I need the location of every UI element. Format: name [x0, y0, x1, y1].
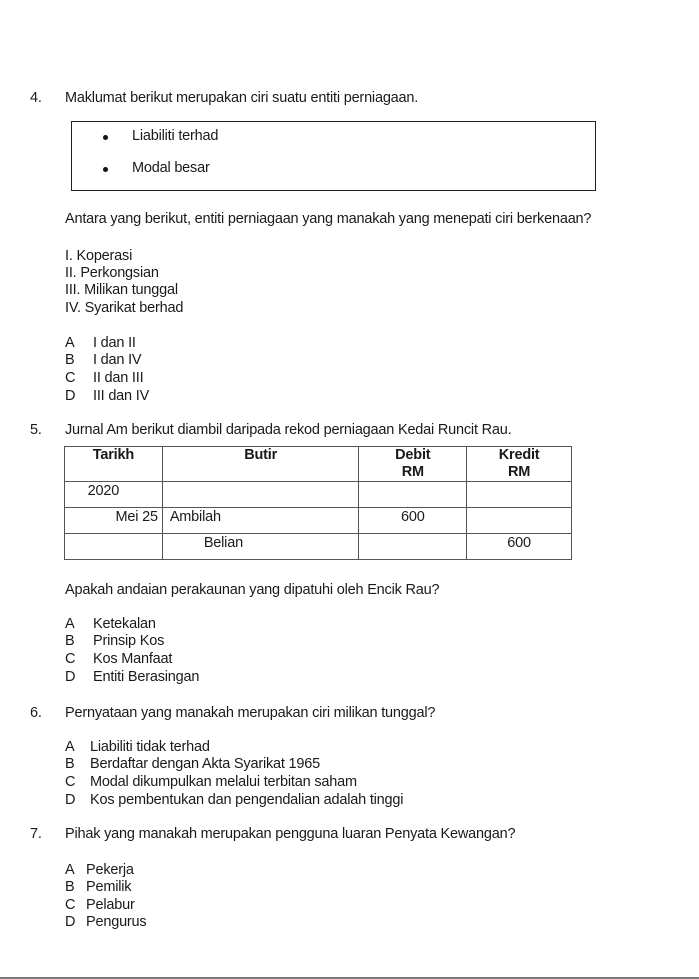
option-text: II dan III	[93, 370, 144, 386]
question-prompt: Antara yang berikut, entiti perniagaan yang manakah yang menepati ciri berkenaan?	[65, 211, 592, 227]
option-d[interactable]	[65, 914, 146, 931]
option-letter: A	[65, 335, 75, 351]
option-letter: C	[65, 370, 76, 386]
option-letter: D	[65, 914, 76, 930]
option-c[interactable]	[65, 370, 143, 387]
option-text: I dan II	[93, 335, 136, 351]
option-letter: C	[65, 774, 76, 790]
statement: III. Milikan tunggal	[65, 282, 178, 298]
cell-credit	[467, 508, 572, 534]
cell-debit: 600	[359, 508, 467, 534]
table-row	[65, 508, 572, 534]
option-letter: A	[65, 616, 75, 632]
cell-particulars: Ambilah	[162, 508, 359, 534]
question-stem: Pihak yang manakah merupakan pengguna luaran Penyata Kewangan?	[65, 826, 516, 842]
option-d[interactable]	[65, 388, 149, 405]
statement: I. Koperasi	[65, 248, 133, 264]
option-letter: D	[65, 388, 76, 404]
cell-particulars	[162, 482, 359, 508]
question-stem: Jurnal Am berikut diambil daripada rekod perniagaan Kedai Runcit Rau.	[65, 422, 512, 438]
option-text: Berdaftar dengan Akta Syarikat 1965	[90, 756, 320, 772]
option-text: I dan IV	[93, 352, 142, 368]
option-d[interactable]	[65, 669, 199, 686]
question-stem: Pernyataan yang manakah merupakan ciri milikan tunggal?	[65, 705, 436, 721]
option-a[interactable]	[65, 616, 156, 633]
box-item: Modal besar	[132, 160, 210, 176]
option-a[interactable]	[65, 862, 134, 879]
option-text: III dan IV	[93, 388, 150, 404]
option-text: Ketekalan	[93, 616, 156, 632]
statement: IV. Syarikat berhad	[65, 300, 184, 316]
cell-credit: 600	[467, 534, 572, 560]
cell-date	[65, 534, 163, 560]
cell-credit	[467, 482, 572, 508]
statement: II. Perkongsian	[65, 265, 159, 281]
option-text: Pekerja	[86, 862, 134, 878]
option-letter: C	[65, 897, 76, 913]
option-b[interactable]	[65, 352, 141, 369]
option-text: Pelabur	[86, 897, 135, 913]
general-journal-table	[64, 446, 572, 560]
option-letter: A	[65, 739, 75, 755]
option-text: Liabiliti tidak terhad	[90, 739, 210, 755]
option-text: Kos pembentukan dan pengendalian adalah tinggi	[90, 792, 404, 808]
cell-debit	[359, 534, 467, 560]
option-a[interactable]	[65, 739, 210, 756]
option-a[interactable]	[65, 335, 136, 352]
option-c[interactable]	[65, 774, 357, 791]
option-b[interactable]	[65, 879, 131, 896]
question-prompt: Apakah andaian perakaunan yang dipatuhi oleh Encik Rau?	[65, 582, 440, 598]
option-letter: A	[65, 862, 75, 878]
header-debit: Debit RM	[359, 447, 467, 482]
option-b[interactable]	[65, 756, 320, 773]
table-row	[65, 534, 572, 560]
option-letter: B	[65, 879, 75, 895]
option-letter: D	[65, 669, 76, 685]
option-text: Prinsip Kos	[93, 633, 165, 649]
option-b[interactable]	[65, 633, 164, 650]
header-credit: Kredit RM	[467, 447, 572, 482]
bullet-icon	[103, 167, 108, 172]
option-c[interactable]	[65, 651, 172, 668]
option-letter: D	[65, 792, 76, 808]
option-text: Pemilik	[86, 879, 132, 895]
question-number: 6.	[30, 705, 42, 721]
option-d[interactable]	[65, 792, 403, 809]
question-number: 7.	[30, 826, 42, 842]
option-letter: B	[65, 633, 75, 649]
option-text: Entiti Berasingan	[93, 669, 200, 685]
cell-particulars: Belian	[162, 534, 359, 560]
header-date: Tarikh	[65, 447, 163, 482]
option-c[interactable]	[65, 897, 135, 914]
option-text: Pengurus	[86, 914, 147, 930]
question-number: 4.	[30, 90, 42, 106]
header-particulars: Butir	[162, 447, 359, 482]
option-text: Kos Manfaat	[93, 651, 173, 667]
bullet-icon	[103, 135, 108, 140]
table-header-row	[65, 447, 572, 482]
option-letter: B	[65, 756, 75, 772]
cell-debit	[359, 482, 467, 508]
option-letter: C	[65, 651, 76, 667]
option-letter: B	[65, 352, 75, 368]
cell-date: Mei 25	[65, 508, 163, 534]
cell-date: 2020	[65, 482, 163, 508]
option-text: Modal dikumpulkan melalui terbitan saham	[90, 774, 357, 790]
question-stem: Maklumat berikut merupakan ciri suatu entiti perniagaan.	[65, 90, 419, 106]
question-number: 5.	[30, 422, 42, 438]
box-item: Liabiliti terhad	[132, 128, 219, 144]
table-row	[65, 482, 572, 508]
